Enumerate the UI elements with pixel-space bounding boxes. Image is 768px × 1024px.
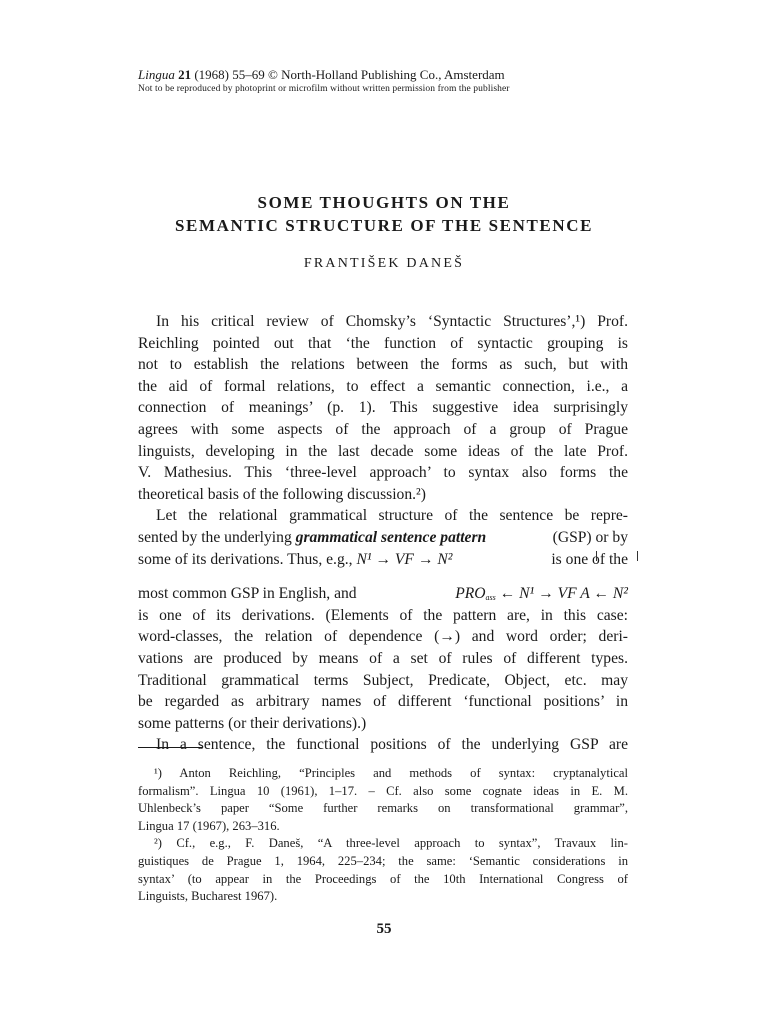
formula-gsp: N¹ → VF → N² bbox=[356, 550, 453, 568]
paragraph-1-line: the aid of formal relations, to effect a semantic connection, i.e., a bbox=[138, 377, 628, 395]
paragraph-1-line: V. Mathesius. This ‘three-level approach’ to syntax also forms the bbox=[138, 464, 628, 482]
paragraph-2-line: vations are produced by means of a set of rules of different types. bbox=[138, 649, 628, 667]
formula-derivation bbox=[455, 583, 628, 605]
footnote-2-line: Linguists, Bucharest 1967). bbox=[138, 889, 278, 904]
paragraph-2-line: word-classes, the relation of dependence (→) and word order; deri- bbox=[138, 628, 628, 646]
formula-subscript: ass bbox=[485, 593, 496, 603]
paragraph-2-line: Let the relational grammatical structure of the sentence be repre- bbox=[156, 507, 628, 525]
journal-citation: (1968) 55–69 © North-Holland Publishing Co., Amsterdam bbox=[194, 67, 505, 82]
footnote-1-line: Uhlenbeck’s paper “Some further remarks on transformational grammar”, bbox=[138, 801, 628, 816]
footnotes bbox=[138, 765, 628, 906]
footnote-1-line: formalism”. Lingua 10 (1961), 1–17. – Cf. also some cognate ideas in E. M. bbox=[138, 783, 628, 798]
journal-citation-line bbox=[138, 67, 638, 83]
paragraph-1-line: agrees with some aspects of the approach of a group of Prague bbox=[138, 420, 628, 438]
paragraph-2-line bbox=[138, 549, 628, 571]
paragraph-1-line: connection of meanings’ (p. 1). This suggestive idea surprisingly bbox=[138, 399, 628, 417]
emphasis-gsp: grammatical sentence pattern bbox=[295, 528, 487, 546]
article-author: FRANTIŠEK DANEŠ bbox=[303, 256, 465, 271]
journal-name: Lingua bbox=[138, 67, 175, 82]
text-run: most common GSP in English, and bbox=[138, 585, 357, 603]
journal-volume: 21 bbox=[178, 67, 192, 82]
footnote-2-line: syntax’ (to appear in the Proceedings of the 10th International Congress of bbox=[138, 871, 628, 886]
text-run: (GSP) or by bbox=[552, 528, 628, 546]
journal-header bbox=[138, 67, 638, 95]
paragraph-1-line: theoretical basis of the following discussion.²) bbox=[138, 485, 426, 503]
article-title-line-2: SEMANTIC STRUCTURE OF THE SENTENCE bbox=[174, 216, 594, 235]
paragraph-2-line: Traditional grammatical terms Subject, Predicate, Object, etc. may bbox=[138, 671, 628, 689]
footnote-1-line: Lingua 17 (1967), 263–316. bbox=[138, 818, 280, 833]
paragraph-2-line: is one of its derivations. (Elements of the pattern are, in this case: bbox=[138, 606, 628, 624]
paragraph-1-line: Reichling pointed out that ‘the function of syntactic grouping is bbox=[138, 334, 628, 352]
paragraph-2-line: some patterns (or their derivations).) bbox=[138, 714, 367, 732]
formula-pro: PRO bbox=[455, 585, 486, 603]
footnote-2-line: ²) Cf., e.g., F. Daneš, “A three-level approach to syntax”, Travaux lin- bbox=[154, 836, 628, 851]
body-text bbox=[138, 311, 628, 756]
paragraph-1-line: linguists, developing in the last decade some ideas of the late Prof. bbox=[138, 442, 628, 460]
paragraph-2-line bbox=[138, 527, 628, 549]
paragraph-2-line bbox=[138, 583, 628, 605]
footnote-separator bbox=[138, 747, 202, 748]
formula-spacer bbox=[138, 570, 628, 583]
page-number: 55 bbox=[376, 921, 392, 937]
article-title-line-1: SOME THOUGHTS ON THE bbox=[257, 193, 511, 212]
text-run: sented by the underlying bbox=[138, 528, 296, 546]
formula-tick-mark bbox=[637, 551, 638, 561]
footnote-2-line: guistiques de Prague 1, 1964, 225–234; the same: ‘Semantic considerations in bbox=[138, 853, 628, 868]
paragraph-1-line: In his critical review of Chomsky’s ‘Syntactic Structures’,¹) Prof. bbox=[156, 313, 628, 330]
text-run: is one of the bbox=[551, 550, 628, 568]
paragraph-2-line: be regarded as arbitrary names of different ‘functional positions’ in bbox=[138, 693, 628, 711]
footnote-1-line: ¹) Anton Reichling, “Principles and methods of syntax: cryptanalytical bbox=[154, 766, 628, 780]
formula-tick-mark bbox=[596, 551, 597, 561]
text-run: some of its derivations. Thus, e.g., bbox=[138, 550, 357, 568]
paragraph-3-line: In a sentence, the functional positions of the underlying GSP are bbox=[156, 736, 628, 754]
formula-tail: ← N¹ → VF A ← N² bbox=[495, 585, 628, 603]
paragraph-1-line: not to establish the relations between the forms as such, but with bbox=[138, 356, 628, 374]
copyright-notice: Not to be reproduced by photoprint or microfilm without written permission from the publisher bbox=[138, 84, 510, 94]
